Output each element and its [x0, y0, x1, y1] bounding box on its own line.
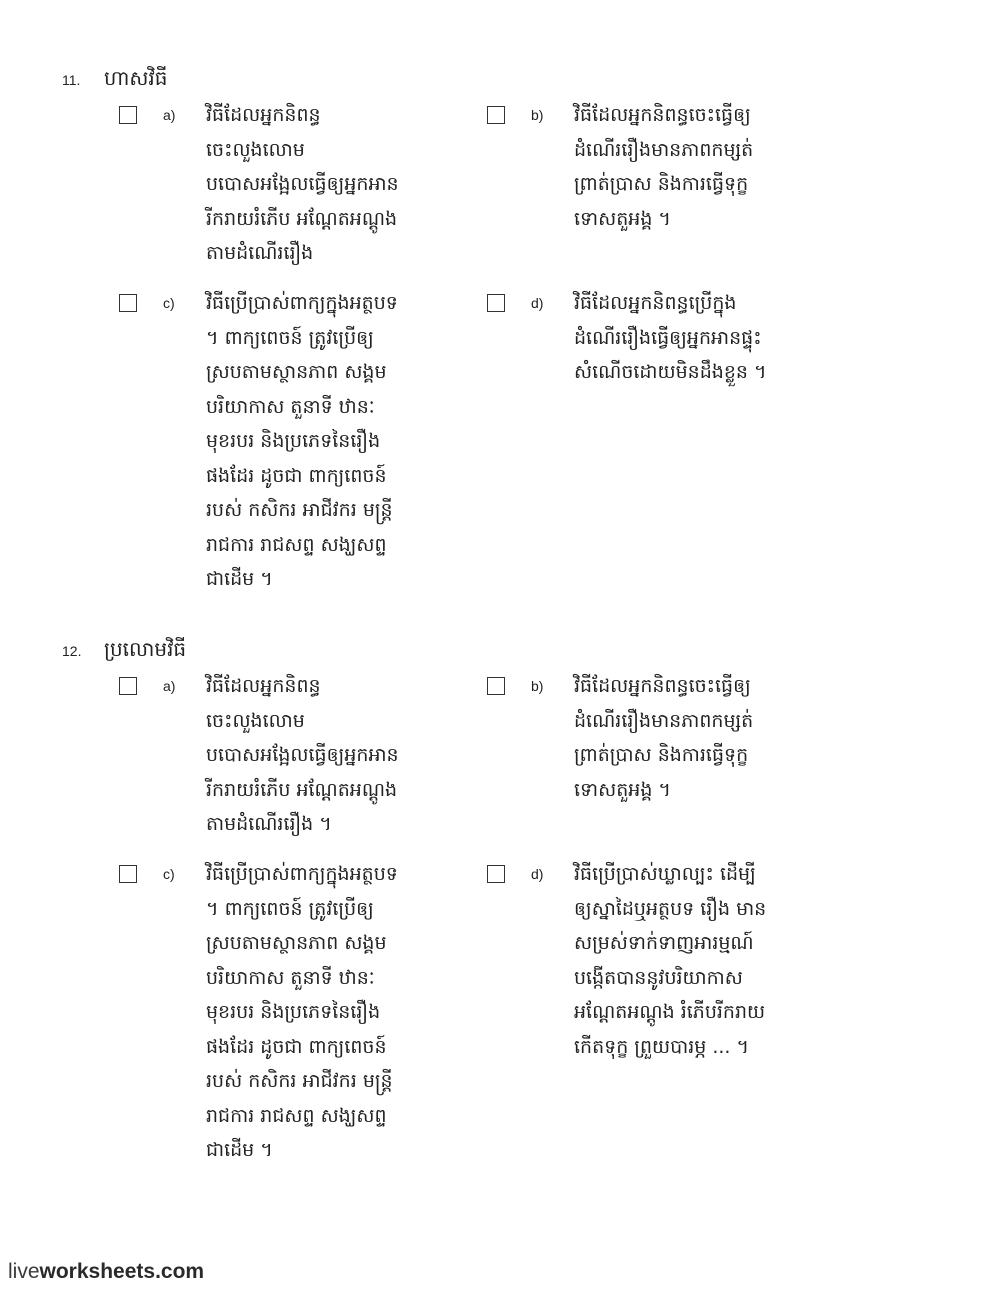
checkbox[interactable] — [487, 677, 505, 695]
option-letter: b) — [531, 107, 544, 123]
liveworksheets-logo — [8, 1260, 204, 1284]
option-text: វិធីដែលអ្នកនិពន្ធប្រើក្នុង ដំណើររឿងធ្វើឲ្យអ្នកអានផ្ទុះ សំណើចដោយមិនដឹងខ្លួន ។ — [574, 292, 767, 383]
option-text: វិធីប្រើប្រាស់ឃ្លាល្បះ ដើម្បី ឲ្យស្នាដៃឬអត្ថបទ រឿង មាន សម្រស់ទាក់ទាញអារម្មណ៍ បង្កើតបាននូវបរិយាកាស អណ្ដែតអណ្ដូង រំភើបរីករាយ កើតទុក្ខ ព្រួយបារម្ភ ... ។ — [574, 863, 767, 1058]
question-number: 11. — [62, 72, 81, 88]
checkbox[interactable] — [487, 294, 505, 312]
option-letter: a) — [163, 678, 176, 694]
option-text: វិធីដែលអ្នកនិពន្ធ ចេះលួងលោម បបោសអង្អែលធ្វើឲ្យអ្នកអាន រីករាយរំភើប អណ្ដែតអណ្ដូង តាមដំណើររឿង — [206, 104, 399, 264]
option-text: វិធីប្រើប្រាស់ពាក្យក្នុងអត្ថបទ ។ ពាក្យពេចន៍ ត្រូវប្រើឲ្យ ស្របតាមស្ថានភាព សង្គម បរិយាកាស តួនាទី ឋានៈ មុខរបរ និងប្រភេទនៃរឿង ផងដែរ ដូចជា ពាក្យពេចន៍ របស់ កសិករ អាជីវករ មន្ត្រី រាជការ រាជសព្ទ សង្ឃសព្ទ ជាដើម ។ — [206, 863, 398, 1161]
checkbox[interactable] — [119, 865, 137, 883]
option-letter: d) — [531, 866, 544, 882]
logo-suffix: .com — [155, 1260, 205, 1283]
question-number: 12. — [62, 643, 82, 659]
option-letter: c) — [163, 866, 175, 882]
checkbox[interactable] — [487, 865, 505, 883]
option-letter: d) — [531, 295, 544, 311]
question-title: ហាសវិធី — [104, 66, 168, 90]
option-letter: a) — [163, 107, 176, 123]
checkbox[interactable] — [487, 106, 505, 124]
option-letter: b) — [531, 678, 544, 694]
logo-prefix: live — [8, 1260, 40, 1283]
checkbox[interactable] — [119, 677, 137, 695]
option-text: វិធីប្រើប្រាស់ពាក្យក្នុងអត្ថបទ ។ ពាក្យពេចន៍ ត្រូវប្រើឲ្យ ស្របតាមស្ថានភាព សង្គម បរិយាកាស តួនាទី ឋានៈ មុខរបរ និងប្រភេទនៃរឿង ផងដែរ ដូចជា ពាក្យពេចន៍ របស់ កសិករ អាជីវករ មន្ត្រី រាជការ រាជសព្ទ សង្ឃសព្ទ ជាដើម ។ — [206, 292, 398, 590]
option-text: វិធីដែលអ្នកនិពន្ធចេះធ្វើឲ្យ ដំណើររឿងមានភាពកម្សត់ ព្រាត់ប្រាស និងការធ្វើទុក្ខ ទោសតួអង្គ ។ — [574, 675, 754, 801]
logo-brand: worksheets — [39, 1260, 156, 1283]
option-text: វិធីដែលអ្នកនិពន្ធ ចេះលួងលោម បបោសអង្អែលធ្វើឲ្យអ្នកអាន រីករាយរំភើប អណ្ដែតអណ្ដូង តាមដំណើររឿង ។ — [206, 675, 399, 835]
checkbox[interactable] — [119, 106, 137, 124]
checkbox[interactable] — [119, 294, 137, 312]
option-letter: c) — [163, 295, 175, 311]
question-title: ប្រលោមវិធី — [104, 637, 187, 661]
option-text: វិធីដែលអ្នកនិពន្ធចេះធ្វើឲ្យ ដំណើររឿងមានភាពកម្សត់ ព្រាត់ប្រាស និងការធ្វើទុក្ខ ទោសតួអង្គ ។ — [574, 104, 754, 230]
